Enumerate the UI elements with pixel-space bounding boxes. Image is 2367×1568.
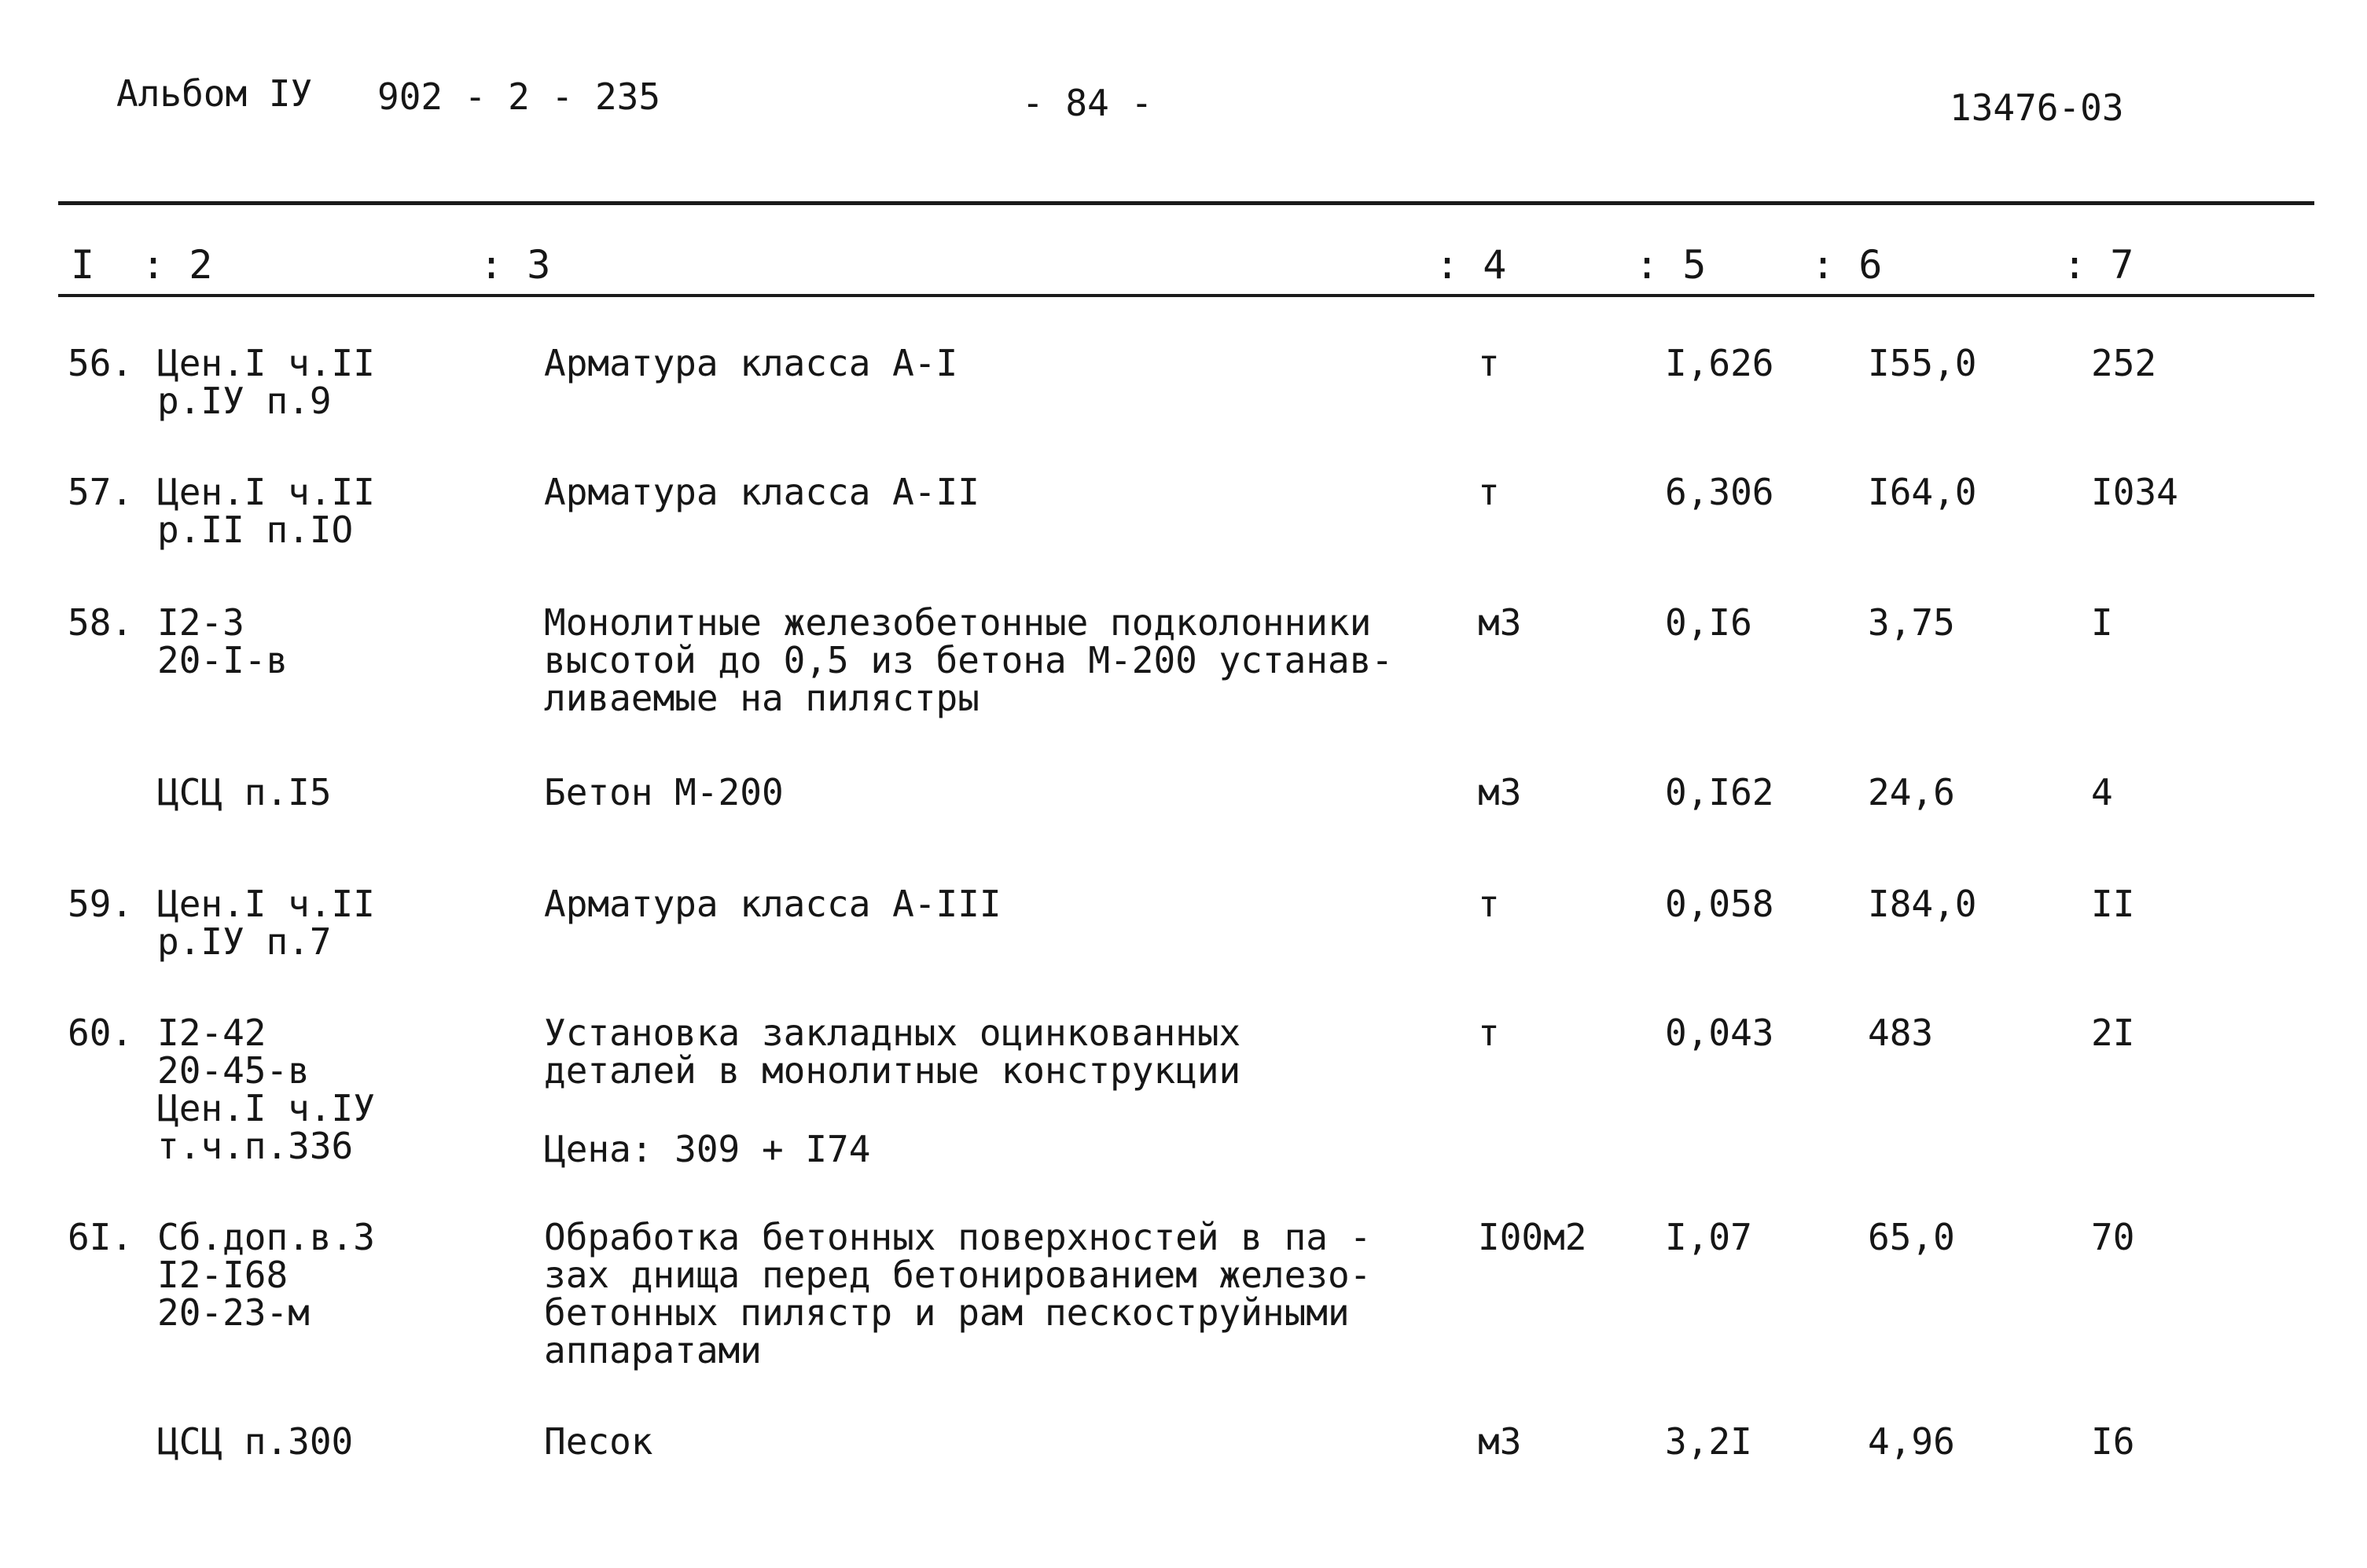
col-header-2: : 2 xyxy=(142,242,213,288)
row-number: 57. xyxy=(68,471,134,513)
row-unit-price: I84,0 xyxy=(1868,883,1977,925)
row-reference: I2-3 20-I-в xyxy=(157,601,289,681)
header-rule xyxy=(58,294,2314,297)
col-header-1: I xyxy=(71,242,95,288)
row-description: Песок xyxy=(544,1420,653,1463)
row-number: 58. xyxy=(68,601,134,644)
row-description: Арматура класса А-I xyxy=(544,342,958,384)
row-price-note: Цена: 309 + I74 xyxy=(544,1128,871,1170)
row-description: Арматура класса А-II xyxy=(544,471,980,513)
row-unit: I00м2 xyxy=(1478,1216,1587,1258)
row-reference: Сб.доп.в.3 I2-I68 20-23-м xyxy=(157,1216,375,1334)
row-reference: ЦСЦ п.300 xyxy=(157,1420,354,1463)
row-quantity: I,626 xyxy=(1665,342,1774,384)
row-unit-price: 3,75 xyxy=(1868,601,1955,644)
row-total: 2I xyxy=(2091,1012,2135,1054)
row-reference: Цен.I ч.II р.IУ п.7 xyxy=(157,883,375,963)
row-quantity: 0,I62 xyxy=(1665,771,1774,813)
row-description: Обработка бетонных поверхностей в па - зах днища перед бетонированием железо- бетонных пилястр и рам пескоструйными аппаратами xyxy=(544,1216,1372,1372)
row-total: I034 xyxy=(2091,471,2178,513)
row-unit-price: I55,0 xyxy=(1868,342,1977,384)
top-rule xyxy=(58,201,2314,205)
album-label: Альбом IУ xyxy=(116,72,313,115)
row-total: I6 xyxy=(2091,1420,2135,1463)
row-description: Монолитные железобетонные подколонники высотой до 0,5 из бетона М-200 устанав- ливаемые на пилястры xyxy=(544,601,1394,719)
row-description: Бетон М-200 xyxy=(544,771,784,813)
row-quantity: 3,2I xyxy=(1665,1420,1752,1463)
row-reference: I2-42 20-45-в Цен.I ч.IУ т.ч.п.336 xyxy=(157,1012,375,1167)
row-total: 252 xyxy=(2091,342,2157,384)
col-header-4: : 4 xyxy=(1435,242,1507,288)
row-unit-price: 4,96 xyxy=(1868,1420,1955,1463)
row-quantity: 0,058 xyxy=(1665,883,1774,925)
row-total: 70 xyxy=(2091,1216,2135,1258)
row-unit: т xyxy=(1478,342,1500,384)
row-number: 60. xyxy=(68,1012,134,1054)
row-unit-price: 24,6 xyxy=(1868,771,1955,813)
document-number: 13476-03 xyxy=(1950,86,2124,129)
row-description: Арматура класса А-III xyxy=(544,883,1002,925)
row-unit: т xyxy=(1478,883,1500,925)
col-header-5: : 5 xyxy=(1635,242,1707,288)
row-quantity: 6,306 xyxy=(1665,471,1774,513)
row-total: 4 xyxy=(2091,771,2113,813)
row-unit: м3 xyxy=(1478,1420,1522,1463)
row-unit: т xyxy=(1478,1012,1500,1054)
row-total: II xyxy=(2091,883,2135,925)
row-quantity: I,07 xyxy=(1665,1216,1752,1258)
row-number: 59. xyxy=(68,883,134,925)
row-unit: м3 xyxy=(1478,601,1522,644)
row-quantity: 0,I6 xyxy=(1665,601,1752,644)
row-number: 6I. xyxy=(68,1216,134,1258)
row-unit-price: 483 xyxy=(1868,1012,1934,1054)
row-quantity: 0,043 xyxy=(1665,1012,1774,1054)
row-unit: т xyxy=(1478,471,1500,513)
row-reference: ЦСЦ п.I5 xyxy=(157,771,332,813)
row-unit-price: 65,0 xyxy=(1868,1216,1955,1258)
col-header-3: : 3 xyxy=(480,242,551,288)
row-unit: м3 xyxy=(1478,771,1522,813)
row-reference: Цен.I ч.II р.II п.IO xyxy=(157,471,375,551)
project-number: 902 - 2 - 235 xyxy=(377,75,661,118)
row-number: 56. xyxy=(68,342,134,384)
row-reference: Цен.I ч.II р.IУ п.9 xyxy=(157,342,375,422)
col-header-6: : 6 xyxy=(1811,242,1883,288)
row-unit-price: I64,0 xyxy=(1868,471,1977,513)
row-description: Установка закладных оцинкованных деталей в монолитные конструкции xyxy=(544,1012,1241,1092)
page-number: - 84 - xyxy=(1022,82,1153,124)
row-total: I xyxy=(2091,601,2113,644)
col-header-7: : 7 xyxy=(2063,242,2134,288)
